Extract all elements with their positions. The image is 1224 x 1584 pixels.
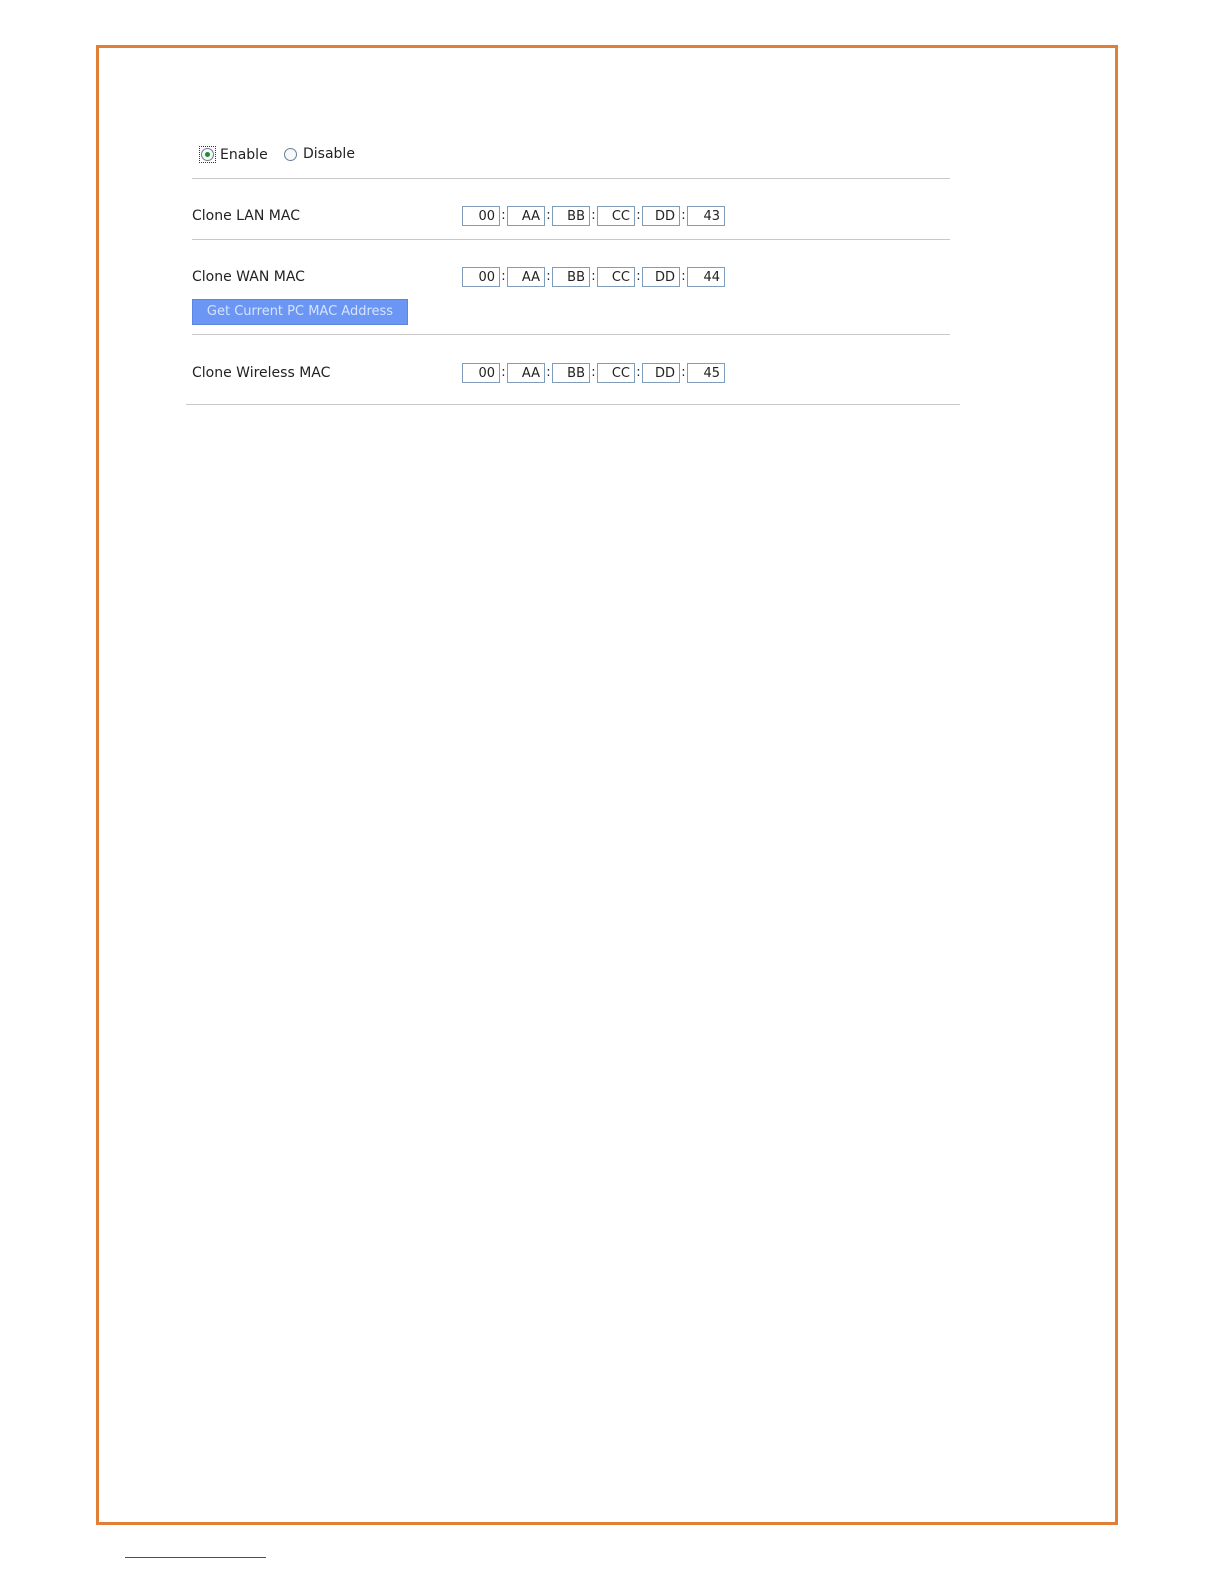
clone-wireless-mac-label: Clone Wireless MAC xyxy=(192,365,331,381)
mac-separator: : xyxy=(546,208,551,223)
disable-radio-option[interactable] xyxy=(284,146,355,162)
mac-separator: : xyxy=(501,269,506,284)
wan-mac-octet-6[interactable] xyxy=(687,267,725,287)
focus-outline xyxy=(199,146,216,163)
clone-wireless-mac-fields xyxy=(462,363,725,383)
mac-clone-panel xyxy=(193,99,951,163)
disable-radio[interactable] xyxy=(284,148,297,161)
enable-label: Enable xyxy=(220,146,268,163)
lan-mac-octet-3[interactable] xyxy=(552,206,590,226)
divider-bottom xyxy=(186,404,960,405)
mac-separator: : xyxy=(681,208,686,223)
wan-mac-octet-2[interactable] xyxy=(507,267,545,287)
mac-separator: : xyxy=(546,365,551,380)
enable-radio-option[interactable] xyxy=(199,146,268,163)
mac-clone-toggle xyxy=(193,99,951,163)
footnote-rule xyxy=(125,1557,266,1558)
wireless-mac-octet-3[interactable] xyxy=(552,363,590,383)
mac-separator: : xyxy=(681,269,686,284)
get-current-pc-mac-button[interactable]: Get Current PC MAC Address xyxy=(192,299,408,325)
enable-radio[interactable] xyxy=(201,148,214,161)
wireless-mac-octet-6[interactable] xyxy=(687,363,725,383)
mac-separator: : xyxy=(501,365,506,380)
divider-top xyxy=(192,178,950,179)
lan-mac-octet-4[interactable] xyxy=(597,206,635,226)
wan-mac-octet-1[interactable] xyxy=(462,267,500,287)
wan-mac-octet-3[interactable] xyxy=(552,267,590,287)
wireless-mac-octet-5[interactable] xyxy=(642,363,680,383)
divider-lan xyxy=(192,239,950,240)
wireless-mac-octet-1[interactable] xyxy=(462,363,500,383)
mac-separator: : xyxy=(636,269,641,284)
clone-lan-mac-fields xyxy=(462,206,725,226)
disable-label: Disable xyxy=(303,146,355,162)
mac-separator: : xyxy=(591,208,596,223)
wireless-mac-octet-2[interactable] xyxy=(507,363,545,383)
wireless-mac-octet-4[interactable] xyxy=(597,363,635,383)
mac-separator: : xyxy=(636,365,641,380)
clone-lan-mac-row xyxy=(192,204,950,234)
clone-wan-mac-fields xyxy=(462,267,725,287)
lan-mac-octet-1[interactable] xyxy=(462,206,500,226)
mac-separator: : xyxy=(591,269,596,284)
clone-wireless-mac-row xyxy=(192,360,950,390)
clone-lan-mac-label: Clone LAN MAC xyxy=(192,208,300,224)
mac-separator: : xyxy=(681,365,686,380)
clone-wan-mac-label: Clone WAN MAC xyxy=(192,269,305,285)
mac-separator: : xyxy=(501,208,506,223)
mac-separator: : xyxy=(591,365,596,380)
clone-wan-mac-row xyxy=(192,264,950,328)
mac-separator: : xyxy=(636,208,641,223)
wan-mac-octet-5[interactable] xyxy=(642,267,680,287)
lan-mac-octet-5[interactable] xyxy=(642,206,680,226)
mac-separator: : xyxy=(546,269,551,284)
divider-wan xyxy=(192,334,950,335)
wan-mac-octet-4[interactable] xyxy=(597,267,635,287)
lan-mac-octet-6[interactable] xyxy=(687,206,725,226)
lan-mac-octet-2[interactable] xyxy=(507,206,545,226)
